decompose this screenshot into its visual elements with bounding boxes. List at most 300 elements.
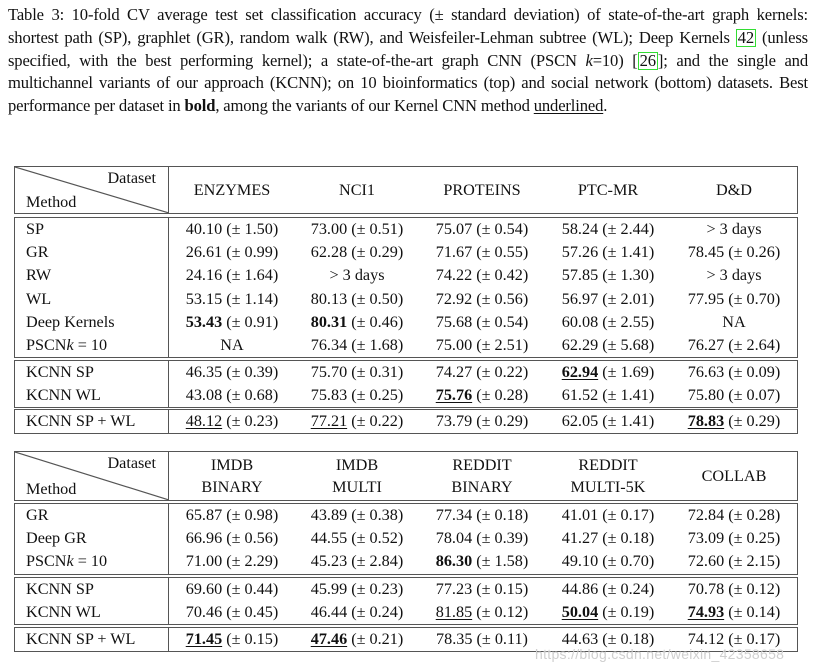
std-deviation: (± 0.28) [472, 386, 529, 405]
value-cell [419, 552, 545, 571]
value-cell [545, 603, 671, 622]
top-table-header [14, 166, 798, 214]
value-cell [419, 386, 545, 405]
value-cell [169, 266, 295, 285]
column-header [545, 167, 671, 213]
value-cell [419, 266, 545, 285]
accuracy-value: 75.83 [310, 386, 348, 405]
accuracy-value: 60.08 [561, 312, 599, 331]
value-cell [295, 506, 419, 525]
table-row [15, 218, 797, 241]
method-cell: KCNN SP [15, 361, 169, 384]
column-header-line: REDDIT [578, 456, 638, 474]
std-deviation: (± 0.18) [598, 529, 655, 548]
column-header-line: D&D [716, 181, 752, 199]
value-cell [671, 313, 797, 332]
std-deviation: (± 0.55) [472, 243, 529, 262]
std-deviation: (± 1.41) [598, 386, 655, 405]
method-label: Method [26, 480, 77, 498]
std-deviation: (± 0.54) [472, 220, 529, 239]
caption-text: =10) [ [592, 50, 638, 70]
column-header-line: BINARY [451, 478, 513, 496]
method-name: PSCN [26, 552, 67, 571]
value-cell [295, 552, 419, 571]
table-row [15, 578, 797, 601]
std-deviation: (± 0.51) [347, 220, 404, 239]
accuracy-value: > 3 days [329, 266, 385, 285]
accuracy-value: NA [220, 336, 244, 355]
std-deviation: (± 0.21) [347, 630, 404, 649]
std-deviation: (± 0.52) [347, 529, 404, 548]
accuracy-value: 45.23 [310, 552, 348, 571]
top-table-group [14, 360, 798, 408]
value-cell [295, 363, 419, 382]
column-header-line: MULTI [332, 478, 382, 496]
accuracy-value: 46.44 [310, 603, 348, 622]
accuracy-value: 86.30 [435, 552, 473, 571]
diagonal-header-cell [15, 452, 169, 500]
accuracy-value: 26.61 [185, 243, 223, 262]
accuracy-value: 70.46 [185, 603, 223, 622]
top-table-group [14, 217, 798, 358]
accuracy-value: 65.87 [185, 506, 223, 525]
accuracy-value: 73.09 [687, 529, 725, 548]
std-deviation: (± 0.17) [598, 506, 655, 525]
std-deviation: (± 0.23) [222, 412, 279, 431]
table-row [15, 504, 797, 527]
accuracy-value: 75.68 [435, 312, 473, 331]
accuracy-value: 74.22 [435, 266, 473, 285]
std-deviation: (± 0.22) [347, 412, 404, 431]
std-deviation: (± 0.46) [347, 312, 404, 331]
column-header [545, 452, 671, 500]
std-deviation: (± 0.12) [724, 580, 781, 599]
value-cell [545, 313, 671, 332]
value-cell [295, 290, 419, 309]
std-deviation: (± 1.69) [598, 363, 655, 382]
accuracy-value: 44.55 [310, 529, 348, 548]
std-deviation: (± 0.07) [724, 386, 781, 405]
value-cell [295, 386, 419, 405]
accuracy-value: 53.43 [185, 312, 223, 331]
value-cell [169, 412, 295, 431]
accuracy-value: 41.27 [561, 529, 599, 548]
caption-k: k [585, 50, 593, 70]
std-deviation: (± 0.28) [724, 506, 781, 525]
bottom-table-group [14, 503, 798, 575]
accuracy-value: 72.60 [687, 552, 725, 571]
std-deviation: (± 2.55) [598, 312, 655, 331]
method-label: Method [26, 193, 77, 211]
accuracy-value: 58.24 [561, 220, 599, 239]
value-cell [671, 552, 797, 571]
std-deviation: (± 0.56) [472, 289, 529, 308]
accuracy-value: > 3 days [706, 220, 762, 239]
column-header [169, 167, 295, 213]
column-header [419, 167, 545, 213]
accuracy-value: 80.31 [310, 312, 348, 331]
accuracy-value: 24.16 [185, 266, 223, 285]
std-deviation: (± 0.56) [222, 529, 279, 548]
accuracy-value: 62.05 [561, 412, 599, 431]
accuracy-value: 40.10 [185, 220, 223, 239]
std-deviation: (± 0.31) [347, 363, 404, 382]
method-cell: SP [15, 218, 169, 241]
caption-bold-word: bold [184, 96, 216, 116]
std-deviation: (± 0.38) [347, 506, 404, 525]
table-row [15, 550, 797, 573]
value-cell [545, 552, 671, 571]
value-cell [671, 363, 797, 382]
std-deviation: (± 5.68) [598, 336, 655, 355]
method-cell: Deep Kernels [15, 311, 169, 334]
value-cell [169, 630, 295, 649]
std-deviation: (± 0.11) [472, 630, 528, 649]
std-deviation: (± 2.51) [472, 336, 529, 355]
method-cell: WL [15, 288, 169, 311]
std-deviation: (± 0.29) [472, 412, 529, 431]
std-deviation: (± 1.68) [347, 336, 404, 355]
value-cell [169, 386, 295, 405]
column-header [671, 452, 797, 500]
value-cell [671, 603, 797, 622]
std-deviation: (± 1.14) [222, 289, 279, 308]
std-deviation: (± 2.29) [222, 552, 279, 571]
std-deviation: (± 0.24) [598, 580, 655, 599]
std-deviation: (± 1.64) [222, 266, 279, 285]
value-cell [169, 363, 295, 382]
accuracy-value: 78.45 [687, 243, 725, 262]
std-deviation: (± 0.09) [724, 363, 781, 382]
column-header-line: REDDIT [452, 456, 512, 474]
top-table-group [14, 409, 798, 434]
value-cell [545, 220, 671, 239]
accuracy-value: 44.63 [561, 630, 599, 649]
column-header-line: MULTI-5K [570, 478, 646, 496]
method-cell [15, 550, 169, 573]
value-cell [169, 529, 295, 548]
std-deviation: (± 0.23) [347, 580, 404, 599]
column-header [295, 452, 419, 500]
value-cell [671, 580, 797, 599]
value-cell [169, 603, 295, 622]
table-row [15, 311, 797, 334]
accuracy-value: 74.93 [687, 603, 725, 622]
accuracy-value: 69.60 [185, 580, 223, 599]
accuracy-value: 75.07 [435, 220, 473, 239]
accuracy-value: 57.26 [561, 243, 599, 262]
accuracy-value: 76.34 [310, 336, 348, 355]
std-deviation: (± 0.70) [598, 552, 655, 571]
value-cell [419, 336, 545, 355]
std-deviation: (± 0.18) [598, 630, 655, 649]
value-cell [169, 552, 295, 571]
accuracy-value: 81.85 [435, 603, 473, 622]
value-cell [169, 506, 295, 525]
accuracy-value: 75.00 [435, 336, 473, 355]
column-header-line: ENZYMES [193, 181, 271, 199]
table-row [15, 527, 797, 550]
accuracy-value: 80.13 [310, 289, 348, 308]
value-cell [295, 220, 419, 239]
value-cell [545, 529, 671, 548]
method-name: PSCN [26, 336, 67, 355]
std-deviation: (± 1.41) [598, 412, 655, 431]
table-row [15, 601, 797, 624]
accuracy-value: 75.80 [687, 386, 725, 405]
value-cell [419, 603, 545, 622]
accuracy-value: 48.12 [185, 412, 223, 431]
bottom-table-group [14, 577, 798, 625]
column-header-line: PROTEINS [443, 181, 521, 199]
method-cell: KCNN WL [15, 601, 169, 624]
value-cell [419, 290, 545, 309]
std-deviation: (± 0.39) [472, 529, 529, 548]
accuracy-value: 71.00 [185, 552, 223, 571]
std-deviation: (± 2.15) [724, 552, 781, 571]
value-cell [545, 266, 671, 285]
dataset-label: Dataset [107, 169, 156, 187]
accuracy-value: 75.76 [435, 386, 473, 405]
value-cell [545, 336, 671, 355]
accuracy-value: 78.35 [436, 630, 473, 649]
method-k-value: = 10 [73, 552, 108, 571]
std-deviation: (± 0.45) [222, 603, 279, 622]
std-deviation: (± 0.12) [472, 603, 529, 622]
method-cell: Deep GR [15, 527, 169, 550]
value-cell [545, 290, 671, 309]
accuracy-value: 62.94 [561, 363, 599, 382]
accuracy-value: 74.27 [435, 363, 473, 382]
std-deviation: (± 0.15) [472, 580, 529, 599]
accuracy-value: 44.86 [561, 580, 599, 599]
std-deviation: (± 0.99) [222, 243, 279, 262]
value-cell [169, 243, 295, 262]
value-cell [295, 580, 419, 599]
bottom-table-header [14, 451, 798, 501]
method-cell: KCNN SP + WL [15, 628, 169, 651]
dataset-label: Dataset [107, 454, 156, 472]
std-deviation: (± 1.30) [598, 266, 655, 285]
value-cell [295, 313, 419, 332]
accuracy-value: 45.99 [310, 580, 348, 599]
value-cell [419, 363, 545, 382]
accuracy-value: NA [722, 312, 746, 331]
accuracy-value: 49.10 [561, 552, 599, 571]
table-row [15, 384, 797, 407]
std-deviation: (± 0.39) [222, 363, 279, 382]
value-cell [295, 529, 419, 548]
std-deviation: (± 0.70) [724, 289, 781, 308]
std-deviation: (± 0.25) [724, 529, 781, 548]
std-deviation: (± 0.29) [724, 412, 781, 431]
value-cell [671, 336, 797, 355]
std-deviation: (± 0.24) [347, 603, 404, 622]
column-header-line: BINARY [201, 478, 263, 496]
method-k-value: = 10 [73, 336, 108, 355]
accuracy-value: 62.29 [561, 336, 599, 355]
value-cell [295, 603, 419, 622]
std-deviation: (± 0.22) [472, 363, 529, 382]
accuracy-value: 70.78 [687, 580, 725, 599]
value-cell [419, 412, 545, 431]
diagonal-header-cell [15, 167, 169, 213]
accuracy-value: 62.28 [310, 243, 348, 262]
table-row [15, 410, 797, 433]
column-header [419, 452, 545, 500]
std-deviation: (± 0.14) [724, 603, 781, 622]
citation-link-26[interactable]: 26 [639, 50, 656, 70]
std-deviation: (± 0.25) [347, 386, 404, 405]
accuracy-value: 76.27 [687, 336, 725, 355]
accuracy-value: 56.97 [561, 289, 599, 308]
value-cell [169, 336, 295, 355]
std-deviation: (± 2.01) [598, 289, 655, 308]
value-cell [419, 220, 545, 239]
accuracy-value: 43.89 [310, 506, 348, 525]
value-cell [169, 290, 295, 309]
method-cell: KCNN SP + WL [15, 410, 169, 433]
accuracy-value: 75.70 [310, 363, 348, 382]
value-cell [545, 580, 671, 599]
accuracy-value: 53.15 [185, 289, 223, 308]
accuracy-value: 50.04 [561, 603, 599, 622]
std-deviation: (± 0.15) [222, 630, 279, 649]
caption-text: ]; and the single and multichannel variants of our approach (KCNN); on 10 bioinformatics (top) and social network (bottom) datasets. Best performance per dataset in [8, 50, 808, 116]
method-cell: KCNN WL [15, 384, 169, 407]
accuracy-value: 73.00 [310, 220, 348, 239]
std-deviation: (± 2.64) [724, 336, 781, 355]
std-deviation: (± 0.42) [472, 266, 529, 285]
std-deviation: (± 2.84) [347, 552, 404, 571]
std-deviation: (± 0.29) [347, 243, 404, 262]
caption-text: , among the variants of our Kernel CNN method [215, 96, 534, 116]
accuracy-value: 71.67 [435, 243, 473, 262]
table-row [15, 264, 797, 287]
value-cell [671, 266, 797, 285]
accuracy-value: 77.95 [687, 289, 725, 308]
accuracy-value: 61.52 [561, 386, 599, 405]
column-header-line: IMDB [210, 456, 254, 474]
accuracy-value: 57.85 [561, 266, 599, 285]
value-cell [545, 363, 671, 382]
caption-text: (unless specified, with the best performing kernel); a state-of-the-art graph CNN (PSCN [8, 27, 808, 70]
method-cell [15, 334, 169, 357]
value-cell [295, 412, 419, 431]
accuracy-value: 77.21 [310, 412, 348, 431]
column-header-line: IMDB [335, 456, 379, 474]
accuracy-value: 43.08 [185, 386, 223, 405]
accuracy-value: 47.46 [310, 630, 348, 649]
std-deviation: (± 0.19) [598, 603, 655, 622]
value-cell [671, 290, 797, 309]
value-cell [295, 630, 419, 649]
value-cell [169, 220, 295, 239]
column-header-line: COLLAB [701, 467, 767, 485]
caption-text: . [603, 96, 608, 116]
accuracy-value: 78.04 [435, 529, 473, 548]
table-row [15, 361, 797, 384]
accuracy-value: 74.12 [687, 630, 725, 649]
accuracy-value: 73.79 [435, 412, 473, 431]
table-row [15, 288, 797, 311]
value-cell [671, 386, 797, 405]
accuracy-value: 78.83 [687, 412, 725, 431]
value-cell [545, 506, 671, 525]
value-cell [671, 243, 797, 262]
value-cell [169, 580, 295, 599]
method-cell: GR [15, 241, 169, 264]
accuracy-value: 77.23 [435, 580, 473, 599]
method-cell: KCNN SP [15, 578, 169, 601]
value-cell [295, 336, 419, 355]
std-deviation: (± 2.44) [598, 220, 655, 239]
std-deviation: (± 0.17) [724, 630, 781, 649]
std-deviation: (± 1.50) [222, 220, 279, 239]
column-header [671, 167, 797, 213]
std-deviation: (± 0.68) [222, 386, 279, 405]
accuracy-value: 71.45 [185, 630, 223, 649]
value-cell [545, 412, 671, 431]
value-cell [671, 506, 797, 525]
value-cell [671, 412, 797, 431]
method-cell: GR [15, 504, 169, 527]
watermark: https://blog.csdn.net/weixin_42358658 [535, 646, 785, 662]
accuracy-value: > 3 days [706, 266, 762, 285]
value-cell [419, 243, 545, 262]
value-cell [545, 243, 671, 262]
std-deviation: (± 0.44) [222, 580, 279, 599]
accuracy-value: 77.34 [435, 506, 473, 525]
citation-link-42[interactable]: 42 [737, 27, 755, 47]
caption-text: Table 3: 10-fold CV average test set classification accuracy (± standard deviation) of state-of-the-art graph kernels: shortest path (SP), graphlet (GR), random walk (RW), and Weisfeiler-Lehman subtree (WL); Deep Kernels [8, 5, 808, 47]
std-deviation: (± 1.58) [472, 552, 529, 571]
value-cell [419, 630, 545, 649]
std-deviation: (± 0.54) [472, 312, 529, 331]
method-k: k [66, 336, 74, 355]
accuracy-value: 66.96 [185, 529, 223, 548]
std-deviation: (± 0.26) [724, 243, 781, 262]
accuracy-value: 76.63 [687, 363, 725, 382]
std-deviation: (± 0.18) [472, 506, 529, 525]
std-deviation: (± 1.41) [598, 243, 655, 262]
value-cell [419, 529, 545, 548]
column-header-line: NCI1 [339, 181, 375, 199]
caption-underlined-word: underlined [533, 96, 604, 116]
table-caption [8, 4, 808, 118]
value-cell [419, 580, 545, 599]
column-header-line: PTC-MR [577, 181, 639, 199]
column-header [295, 167, 419, 213]
value-cell [419, 506, 545, 525]
value-cell [295, 266, 419, 285]
value-cell [545, 386, 671, 405]
table-row [15, 241, 797, 264]
table-row [15, 334, 797, 357]
value-cell [671, 220, 797, 239]
method-k: k [66, 552, 74, 571]
accuracy-value: 41.01 [561, 506, 599, 525]
value-cell [671, 529, 797, 548]
std-deviation: (± 0.98) [222, 506, 279, 525]
accuracy-value: 46.35 [185, 363, 223, 382]
value-cell [169, 313, 295, 332]
method-cell: RW [15, 264, 169, 287]
value-cell [419, 313, 545, 332]
accuracy-value: 72.92 [435, 289, 473, 308]
column-header [169, 452, 295, 500]
std-deviation: (± 0.91) [222, 312, 279, 331]
